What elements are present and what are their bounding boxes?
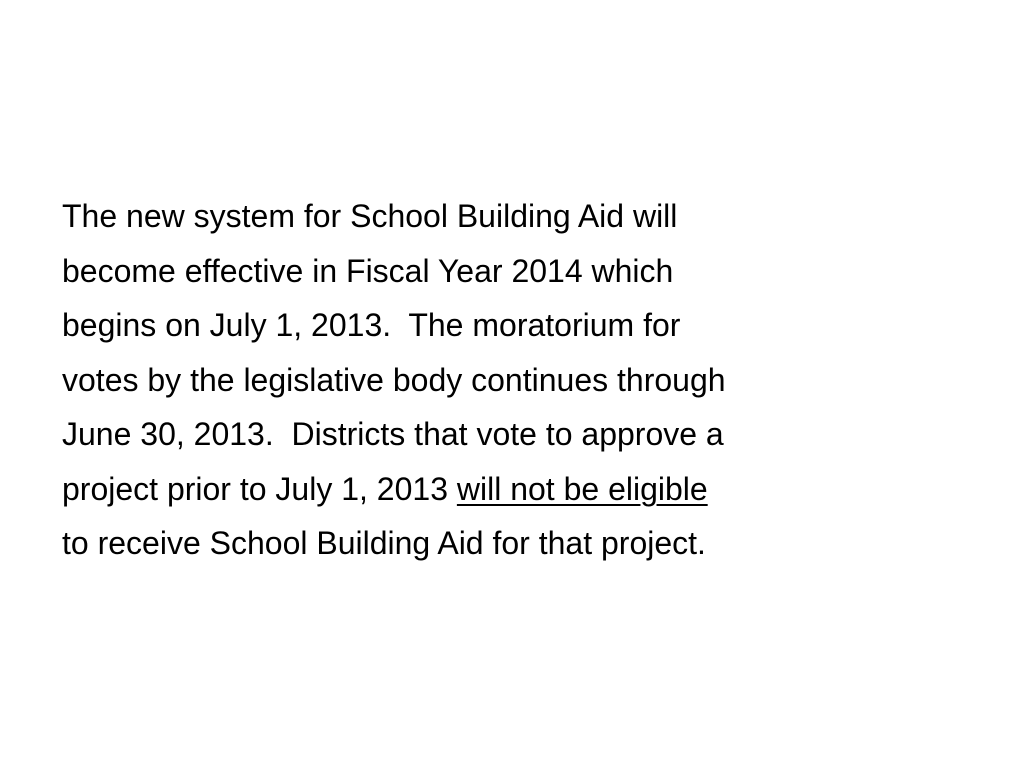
- text-line-5: June 30, 2013. Districts that vote to approve a: [62, 416, 724, 452]
- text-line-4: votes by the legislative body continues through: [62, 361, 726, 398]
- text-line-2: become effective in Fiscal Year 2014 which: [62, 252, 674, 289]
- slide-body-text: [62, 189, 962, 571]
- text-line-1: The new system for School Building Aid will: [62, 198, 678, 234]
- text-line-6: [62, 462, 962, 517]
- text-line-6-start: project prior to July 1, 2013: [62, 470, 457, 507]
- text-line-3: begins on July 1, 2013. The moratorium for: [62, 307, 681, 343]
- underlined-emphasis: will not be eligible: [456, 470, 708, 507]
- text-line-7: to receive School Building Aid for that project.: [62, 525, 706, 561]
